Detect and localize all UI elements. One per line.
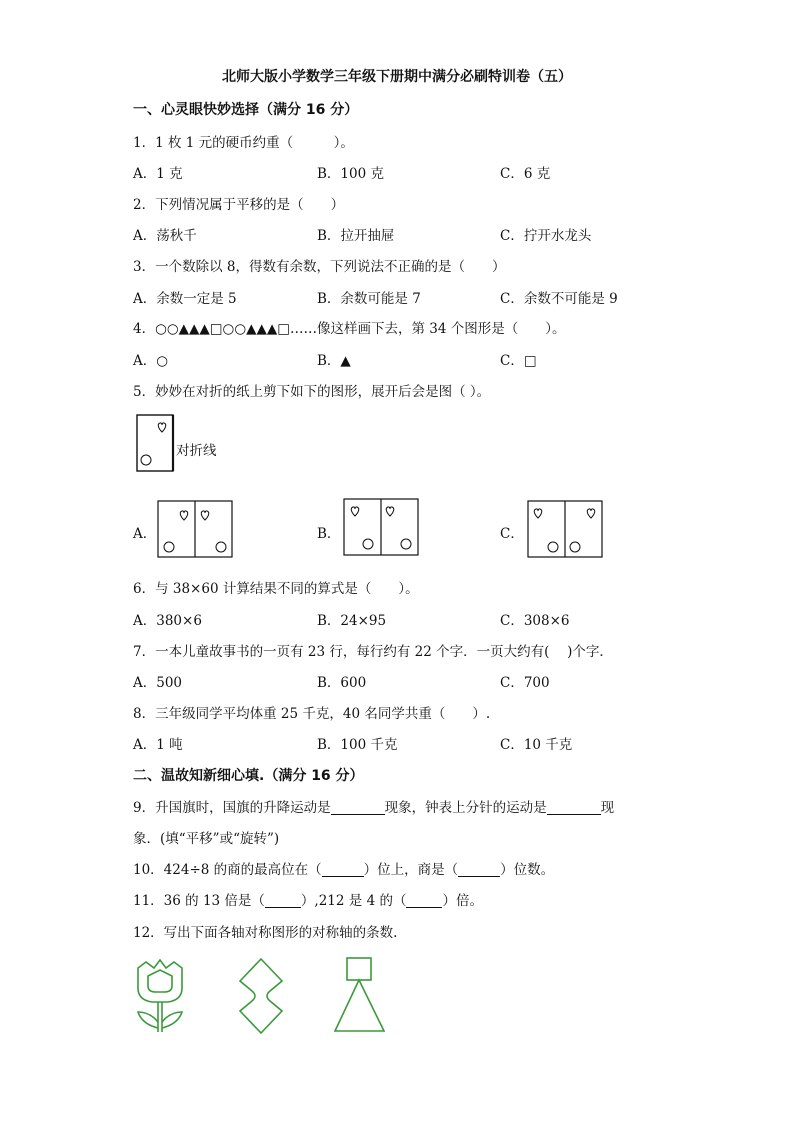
heart-icon	[180, 511, 187, 520]
heart-icon	[158, 423, 165, 432]
section-heading-fill: 二、温故知新细心填.（满分 16 分）	[133, 768, 364, 784]
heart-icon	[587, 509, 594, 518]
q5-option-a: A．	[133, 526, 157, 542]
question-9	[133, 796, 614, 816]
folded-paper-figure	[136, 414, 176, 474]
q1-option-a: A．1 克	[133, 166, 183, 182]
question-4: 4．○○▲▲▲□○○▲▲▲□……像这样画下去，第 34 个图形是（ ）。	[133, 321, 566, 337]
fold-line-label: 对折线	[176, 443, 217, 459]
q3-option-a: A．余数一定是 5	[133, 291, 237, 307]
heart-icon	[351, 507, 358, 516]
q10-blank-2[interactable]	[458, 862, 500, 877]
question-9-line-2: 象．(填“平移”或“旋转”)	[133, 831, 280, 847]
q7-option-a: A．500	[133, 675, 183, 691]
circle-icon	[401, 539, 411, 549]
q4-option-b: B．▲	[317, 353, 351, 369]
question-3: 3．一个数除以 8，得数有余数，下列说法不正确的是（ ）	[133, 259, 506, 275]
section-heading-choice: 一、心灵眼快妙选择（满分 16 分）	[133, 102, 359, 118]
q3-option-b: B．余数可能是 7	[317, 291, 421, 307]
q11-blank-1[interactable]	[265, 893, 301, 908]
q11-text-post: ）倍。	[442, 893, 483, 909]
heart-icon	[386, 507, 393, 516]
q5-option-b: B．	[317, 526, 341, 542]
page-title: 北师大版小学数学三年级下册期中满分必刷特训卷（五）	[222, 69, 572, 85]
q7-option-c: C．700	[500, 675, 550, 691]
q6-option-b: B．24×95	[317, 613, 387, 629]
heart-icon	[201, 511, 208, 520]
q11-blank-2[interactable]	[406, 893, 442, 908]
q9-blank-2[interactable]	[547, 800, 601, 815]
house-triangle-figure	[333, 956, 387, 1034]
circle-icon	[548, 542, 558, 552]
q5-option-c: C．	[500, 526, 524, 542]
q5-figure-a	[157, 500, 233, 558]
q4-option-a: A．○	[133, 353, 169, 369]
q4-option-c: C．□	[500, 353, 537, 369]
tulip-figure	[132, 958, 188, 1034]
q11-text-pre: 11．36 的 13 倍是（	[133, 893, 265, 909]
circle-icon	[164, 542, 174, 552]
q6-option-a: A．380×6	[133, 613, 202, 629]
q10-text-pre: 10．424÷8 的商的最高位在（	[133, 862, 322, 878]
circle-icon	[363, 539, 373, 549]
q8-option-b: B．100 千克	[317, 737, 398, 753]
question-7: 7．一本儿童故事书的一页有 23 行，每行约有 22 个字．一页大约有( )个字．	[133, 644, 613, 660]
circle-icon	[216, 542, 226, 552]
heart-icon	[534, 509, 541, 518]
q5-figure-b	[343, 498, 419, 556]
q9-text-mid: 现象，钟表上分针的运动是	[384, 800, 547, 816]
q10-blank-1[interactable]	[322, 862, 364, 877]
question-1: 1．1 枚 1 元的硬币约重（ ）。	[133, 135, 354, 151]
diamond-figure	[236, 957, 286, 1035]
q9-text-post: 现	[600, 800, 615, 816]
q2-option-c: C．拧开水龙头	[500, 228, 592, 244]
q8-option-a: A．1 吨	[133, 737, 183, 753]
q3-option-c: C．余数不可能是 9	[500, 291, 618, 307]
q9-blank-1[interactable]	[331, 800, 385, 815]
q1-option-b: B．100 克	[317, 166, 384, 182]
question-8: 8．三年级同学平均体重 25 千克，40 名同学共重（ ）.	[133, 706, 491, 722]
question-2: 2．下列情况属于平移的是（ ）	[133, 197, 345, 213]
question-10	[133, 858, 554, 878]
question-11	[133, 889, 483, 909]
q9-text-pre: 9．升国旗时，国旗的升降运动是	[133, 800, 331, 816]
q1-option-c: C．6 克	[500, 166, 551, 182]
question-5: 5．妙妙在对折的纸上剪下如下的图形，展开后会是图（ ）。	[133, 384, 491, 400]
question-6: 6．与 38×60 计算结果不同的算式是（ ）。	[133, 581, 419, 597]
question-12: 12．写出下面各轴对称图形的对称轴的条数.	[133, 925, 398, 941]
q10-text-post: ）位数。	[500, 862, 555, 878]
q2-option-a: A．荡秋千	[133, 228, 197, 244]
q7-option-b: B．600	[317, 675, 367, 691]
q5-figure-c	[527, 500, 603, 558]
q8-option-c: C．10 千克	[500, 737, 573, 753]
q2-option-b: B．拉开抽屉	[317, 228, 395, 244]
q10-text-mid: ）位上，商是（	[363, 862, 459, 878]
circle-icon	[570, 542, 580, 552]
q11-text-mid: ）,212 是 4 的（	[300, 893, 407, 909]
circle-icon	[141, 455, 151, 465]
q6-option-c: C．308×6	[500, 613, 570, 629]
